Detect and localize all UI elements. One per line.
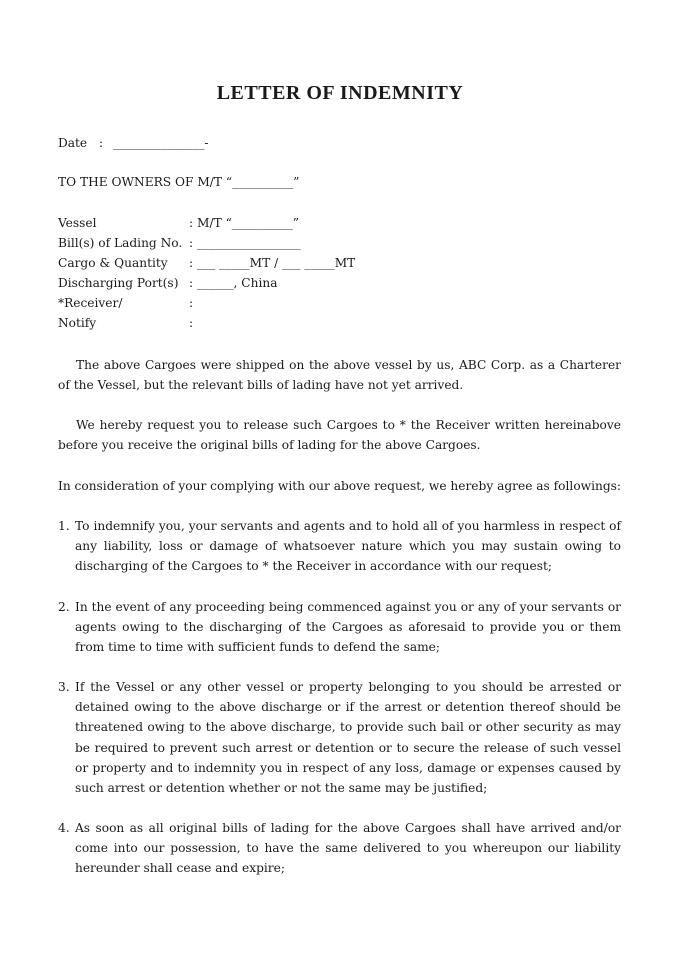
field-label-discharging-port: Discharging Port(s)	[58, 276, 179, 290]
paragraph-consideration: In consideration of your complying with our above request, we hereby agree as followings:	[58, 479, 621, 493]
date-blank: _______________	[113, 136, 205, 150]
field-value-receiver: :	[189, 296, 194, 310]
document-title: LETTER OF INDEMNITY	[216, 82, 464, 104]
field-value-notify: :	[189, 316, 194, 330]
field-label-bill-of-lading: Bill(s) of Lading No.	[58, 236, 183, 250]
field-label-notify: Notify	[58, 316, 97, 330]
item-text: In the event of any proceeding being commenced against you or any of your servants or agents owing to the discharging of the Cargoes as aforesaid to provide you or them from time to time with sufficient funds to defend the same;	[75, 600, 621, 655]
list-item-2	[58, 597, 621, 658]
item-text: As soon as all original bills of lading for the above Cargoes shall have arrived and/or come into our possession, to have the same delivered to you whereupon our liability hereunder shall cease and expire;	[75, 821, 621, 876]
date-suffix: -	[204, 136, 209, 150]
field-label-receiver: *Receiver/	[58, 296, 123, 310]
date-colon: :	[99, 136, 104, 150]
paragraph-text: We hereby request you to release such Cargoes to * the Receiver written hereinabove before you receive the original bills of lading for the above Cargoes.	[58, 418, 621, 453]
field-value-vessel: : M/T “__________”	[189, 216, 299, 230]
item-number: 4.	[58, 821, 70, 835]
list-item-1	[58, 516, 621, 577]
paragraph-shipment	[58, 355, 621, 395]
list-item-3	[58, 677, 621, 798]
item-number: 2.	[58, 600, 70, 614]
field-value-cargo-quantity: : ___ _____MT / ___ _____MT	[189, 256, 356, 270]
paragraph-request	[58, 415, 621, 455]
item-number: 3.	[58, 680, 70, 694]
item-text: To indemnify you, your servants and agents and to hold all of you harmless in respect of any liability, loss or damage of whatsoever nature which you may sustain owing to discharging of the Cargoes to * the Receiver in accordance with our request;	[75, 519, 621, 574]
date-label: Date	[58, 136, 88, 150]
field-label-vessel: Vessel	[58, 216, 97, 230]
item-text: If the Vessel or any other vessel or property belonging to you should be arrested or detained owing to the above discharge or if the arrest or detention thereof should be threatened owing to the above discharge, to provide such bail or other security as may be required to prevent such arrest or detention or to secure the release of such vessel or property and to indemnity you in respect of any loss, damage or expenses caused by such arrest or detention whether or not the same may be justified;	[75, 680, 621, 796]
paragraph-text: The above Cargoes were shipped on the above vessel by us, ABC Corp. as a Charterer of the Vessel, but the relevant bills of lading have not yet arrived.	[58, 358, 621, 393]
addressee-line: TO THE OWNERS OF M/T “__________”	[58, 175, 300, 189]
field-value-bill-of-lading: : _________________	[189, 236, 301, 250]
field-value-discharging-port: : ______, China	[189, 276, 278, 290]
list-item-4	[58, 818, 621, 879]
item-number: 1.	[58, 519, 70, 533]
date-line	[58, 136, 209, 150]
field-label-cargo-quantity: Cargo & Quantity	[58, 256, 168, 270]
